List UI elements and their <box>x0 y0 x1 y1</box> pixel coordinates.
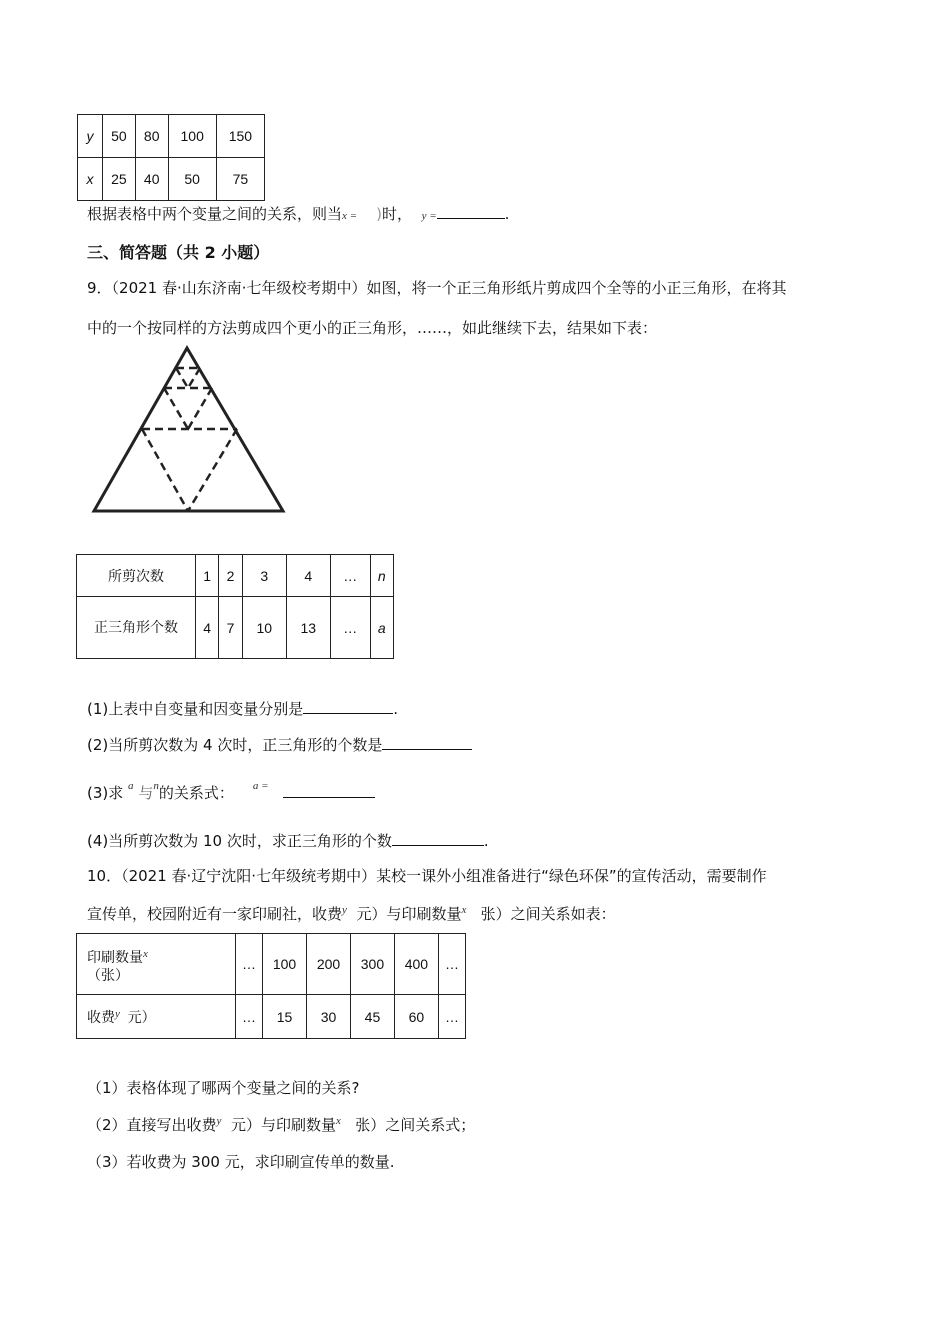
var-x: x = <box>342 210 358 222</box>
var-y: y = <box>421 210 437 222</box>
table-cell: 40 <box>135 158 168 201</box>
q10-sub1: （1）表格体现了哪两个变量之间的关系? <box>87 1079 360 1097</box>
table-cell: 30 <box>307 995 351 1039</box>
sub2-text-b: 元）与印刷数量 <box>230 1116 336 1134</box>
table-cell: 60 <box>394 995 438 1039</box>
table-row-head: x <box>78 158 103 201</box>
table-cell: 75 <box>216 158 264 201</box>
table-cell: 50 <box>168 158 216 201</box>
q10-line2 <box>87 903 616 924</box>
table-cell: 10 <box>242 597 286 659</box>
q9-sub3 <box>87 780 375 803</box>
answer-blank[interactable] <box>392 831 484 846</box>
q10-text-c: 张）之间关系如表： <box>480 905 616 923</box>
table-cell: 2 <box>219 555 242 597</box>
answer-blank[interactable] <box>283 783 375 798</box>
table-row-head <box>77 934 236 995</box>
table-cell: 400 <box>394 934 438 995</box>
q10-sub2 <box>87 1114 475 1135</box>
sub2-text: （2）直接写出收费 <box>87 1116 217 1134</box>
row1-label: 印刷数量 <box>87 948 143 965</box>
table-cell: 3 <box>242 555 286 597</box>
row2-label: 收费 <box>87 1008 115 1025</box>
row1-unit: （张） <box>87 966 129 983</box>
table-cell: n <box>370 555 393 597</box>
q8-text-b: 时， <box>382 205 413 223</box>
answer-blank[interactable] <box>437 204 505 219</box>
table-cell: 15 <box>263 995 307 1039</box>
table-cell: 4 <box>286 555 330 597</box>
q9-sub1 <box>87 698 398 719</box>
q9-line1: 9．（2021 春·山东济南·七年级校考期中）如图，将一个正三角形纸片剪成四个全等的小正三角形，在将其 <box>87 279 787 297</box>
table-row-head <box>77 995 236 1039</box>
sub2-text-c: 张）之间关系式； <box>355 1116 476 1134</box>
table-cell: 100 <box>263 934 307 995</box>
var-an-eq: a = <box>252 780 269 792</box>
sub3-text: (3)求 <box>87 784 124 802</box>
table-cell: … <box>330 597 370 659</box>
table-cell: 13 <box>286 597 330 659</box>
var-x: x <box>143 947 148 960</box>
table-row-head: y <box>78 115 103 158</box>
table-cell: 50 <box>103 115 136 158</box>
table-cell: 45 <box>350 995 394 1039</box>
table-cell: … <box>438 934 465 995</box>
table-cell: 4 <box>196 597 219 659</box>
q8-end: . <box>504 205 510 223</box>
table-cell: 7 <box>219 597 242 659</box>
table-cell: 100 <box>168 115 216 158</box>
var-y: y <box>216 1115 222 1127</box>
sub2-text: (2)当所剪次数为 4 次时，正三角形的个数是 <box>87 736 383 754</box>
printing-fee-table <box>76 933 466 1039</box>
q9-line2: 中的一个按同样的方法剪成四个更小的正三角形，……，如此继续下去，结果如下表： <box>87 319 658 337</box>
sub1-end: . <box>393 700 399 718</box>
sub3-and: 与 <box>138 784 154 802</box>
q10-line1: 10．（2021 春·辽宁沈阳·七年级统考期中）某校一课外小组准备进行“绿色环保”的宣传活动，需要制作 <box>87 867 767 885</box>
q8-text: 根据表格中两个变量之间的关系，则当 <box>87 205 343 223</box>
cut-count-table <box>76 554 394 659</box>
table-cell: 150 <box>216 115 264 158</box>
sub1-text: (1)上表中自变量和因变量分别是 <box>87 700 304 718</box>
var-x: x <box>461 904 467 916</box>
section-title: 三、简答题（共 2 小题） <box>87 243 270 262</box>
table-cell: … <box>438 995 465 1039</box>
sub3-relation: 的关系式： <box>158 784 234 802</box>
row2-unit: 元） <box>127 1008 156 1025</box>
table-cell: … <box>330 555 370 597</box>
answer-blank[interactable] <box>382 735 472 750</box>
var-x: x <box>336 1115 341 1127</box>
xy-table <box>77 114 265 201</box>
q10-sub3: （3）若收费为 300 元，求印刷宣传单的数量. <box>87 1153 395 1171</box>
q9-sub2 <box>87 734 472 755</box>
table-cell: a <box>370 597 393 659</box>
answer-blank[interactable] <box>303 699 393 714</box>
table-cell: 300 <box>350 934 394 995</box>
q8-question-line: 根据表格中两个变量之间的关系，则当x = )时， y = . <box>87 205 510 223</box>
table-cell: 80 <box>135 115 168 158</box>
q10-text-b: 元）与印刷数量 <box>356 905 462 923</box>
table-cell: 1 <box>196 555 219 597</box>
table-cell: 25 <box>103 158 136 201</box>
var-y: y <box>342 904 347 916</box>
table-cell: … <box>236 995 263 1039</box>
var-an: a <box>128 780 134 792</box>
triangle-figure <box>90 345 290 515</box>
var-n: n <box>153 780 159 792</box>
table-row-head: 所剪次数 <box>77 555 196 597</box>
table-row-head: 正三角形个数 <box>77 597 196 659</box>
sub4-text: (4)当所剪次数为 10 次时，求正三角形的个数 <box>87 832 392 850</box>
var-y: y <box>115 1007 120 1020</box>
table-cell: … <box>236 934 263 995</box>
sub4-end: . <box>483 832 489 850</box>
table-cell: 200 <box>307 934 351 995</box>
q10-text: 宣传单，校园附近有一家印刷社，收费 <box>87 905 343 923</box>
q9-sub4 <box>87 830 489 851</box>
